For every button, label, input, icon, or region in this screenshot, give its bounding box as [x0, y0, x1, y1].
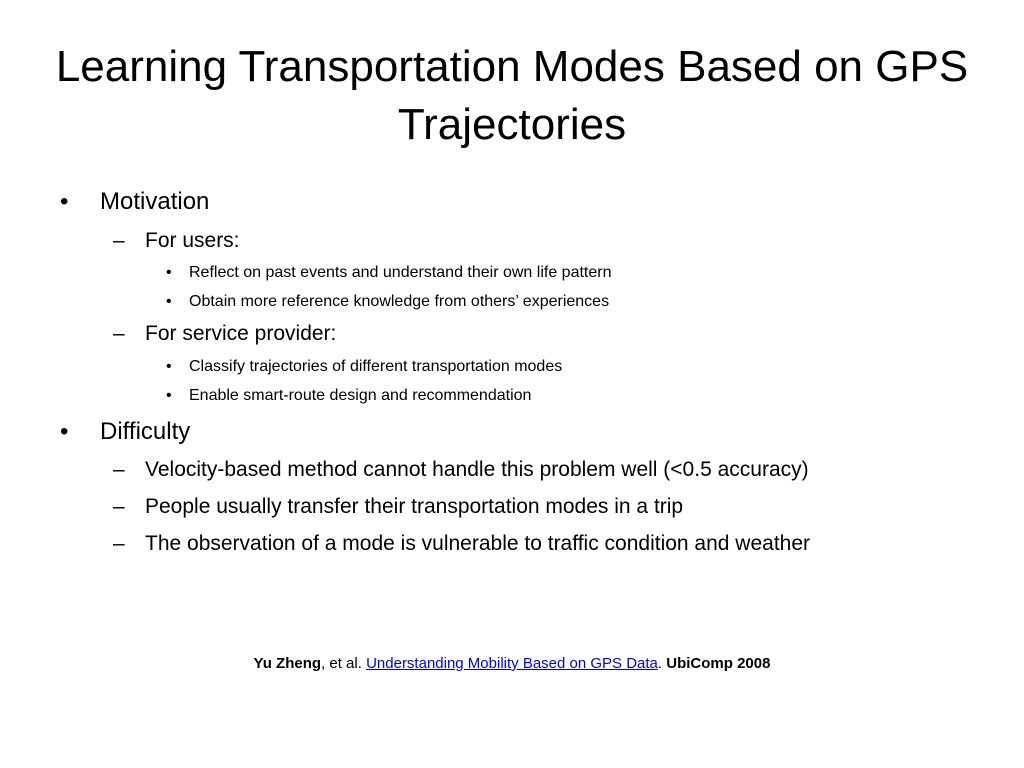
bullet-icon: •: [60, 188, 69, 215]
citation-author: Yu Zheng: [253, 655, 322, 672]
list-item: The observation of a mode is vulnerable to traffic condition and weather: [145, 532, 811, 555]
bullet-icon: •: [166, 264, 172, 281]
bullet-icon: •: [60, 418, 69, 445]
bullet-motivation: Motivation: [100, 188, 210, 215]
list-item: Reflect on past events and understand their own life pattern: [189, 264, 612, 281]
sub-bullet-for-users: For users:: [145, 229, 240, 252]
citation-etal: , et al.: [321, 655, 367, 672]
bullet-icon: •: [166, 387, 172, 404]
dash-icon: –: [113, 532, 125, 555]
list-item: Enable smart-route design and recommendation: [189, 387, 532, 404]
dash-icon: –: [113, 322, 125, 345]
list-item: Velocity-based method cannot handle this problem well (<0.5 accuracy): [145, 458, 809, 481]
list-item: Obtain more reference knowledge from others’ experiences: [189, 293, 610, 310]
dash-icon: –: [113, 458, 125, 481]
citation-venue: UbiComp 2008: [666, 655, 771, 672]
citation-link[interactable]: Understanding Mobility Based on GPS Data: [366, 655, 658, 672]
citation-separator: .: [657, 655, 667, 672]
list-item: Classify trajectories of different transportation modes: [189, 358, 563, 375]
dash-icon: –: [113, 495, 125, 518]
dash-icon: –: [113, 229, 125, 252]
bullet-difficulty: Difficulty: [100, 418, 191, 445]
bullet-icon: •: [166, 358, 172, 375]
page-title: Learning Transportation Modes Based on GPS Trajectories: [55, 42, 969, 149]
citation: [0, 654, 1024, 674]
bullet-icon: •: [166, 293, 172, 310]
sub-bullet-for-service-provider: For service provider:: [145, 322, 337, 345]
list-item: People usually transfer their transportation modes in a trip: [145, 495, 684, 518]
